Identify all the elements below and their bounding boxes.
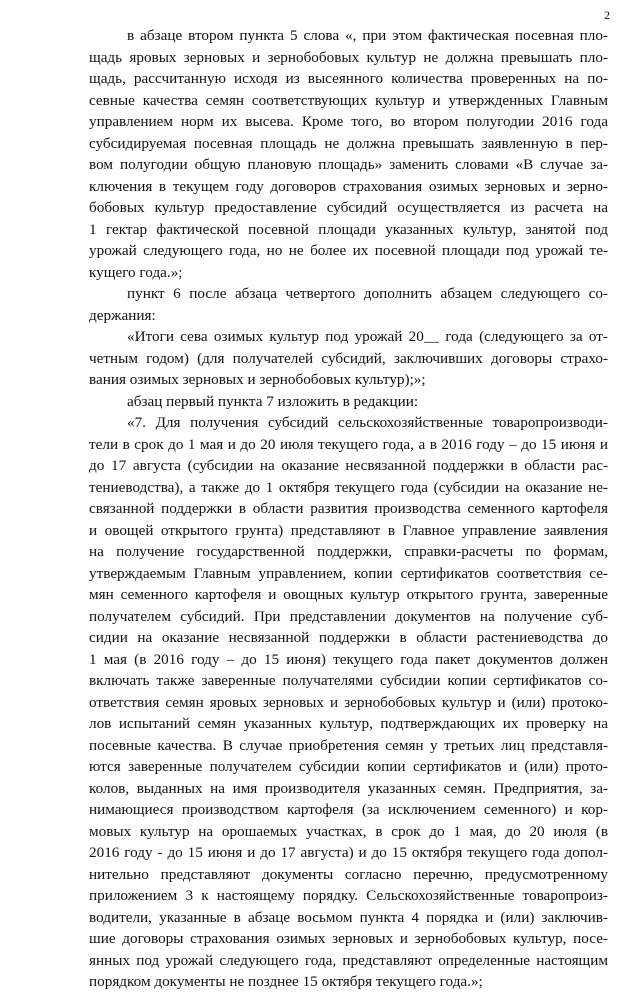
text-line: до 17 августа (субсидии на оказание несвязанной поддержки в области рас- <box>89 457 608 474</box>
text-line: утверждаемым Главным управлением, копии сертификатов соответствия се- <box>89 564 608 582</box>
text-line: 1 мая (в 2016 году – до 15 июня) текущего года пакет документов должен <box>89 650 608 668</box>
text-line: вания озимых зерновых и зернобобовых культур);»; <box>89 371 426 388</box>
text-line: шие договоры страхования озимых зерновых и зернобобовых культур, посе- <box>89 930 608 947</box>
text-line: щадь, рассчитанную исходя из высеянного количества проверенных на по- <box>89 70 608 87</box>
text-line: связанной поддержки в области развития производства семенного картофеля <box>89 500 608 517</box>
text-line: пункт 6 после абзаца четвертого дополнить абзацем следующего со- <box>127 285 608 302</box>
text-line: водители, указанные в абзаце восьмом пункта 4 порядка и (или) заключив- <box>89 908 608 926</box>
text-line: «Итоги сева озимых культур под урожай 20__ года (следующего за от- <box>127 328 608 345</box>
text-line: лов испытаний семян указанных культур, подтверждающих их проверку на <box>89 715 608 732</box>
text-line: мян семенного картофеля и овощных культур открытого грунта, заверенные <box>89 586 608 603</box>
text-line: ключения в текущем году договоров страхования озимых зерновых и зерно- <box>89 177 608 195</box>
text-line: 1 гектар фактической посевной площади указанных культур, занятой под <box>89 220 608 238</box>
text-line: щадь яровых зерновых и зернобобовых культур не должна превышать пло- <box>89 48 608 66</box>
text-line: янных под урожай следующего года, представляют определенные настоящим <box>89 951 608 969</box>
text-line: ются заверенные получателем субсидии копии сертификатов и (или) прото- <box>89 758 608 775</box>
text-line: на получение государственной поддержки, справки-расчеты по формам, <box>89 543 608 560</box>
document-body <box>89 25 608 993</box>
text-line: 2016 году - до 15 июня и до 17 августа) и до 15 октября текущего года допол- <box>89 844 608 861</box>
text-line: четным годом) (для получателей субсидий, заключивших договоры страхо- <box>89 349 608 367</box>
text-line: сидии на оказание несвязанной поддержки в области растениеводства до <box>89 629 608 646</box>
text-line: тениеводства), а также до 1 октября текущего года (субсидии на оказание не- <box>89 478 608 496</box>
text-line: в абзаце втором пункта 5 слова «, при этом фактическая посевная пло- <box>127 27 608 44</box>
text-line: севные качества семян соответствующих культур и утвержденных Главным <box>89 91 608 109</box>
text-line: урожай следующего года, но не более их посевной площади под урожай те- <box>89 242 608 259</box>
text-line: держания: <box>89 306 156 324</box>
text-line: и овощей открытого грунта) представляют в Главное управление заявления <box>89 521 608 539</box>
text-line: бобовых культур предоставление субсидий осуществляется из расчета на <box>89 199 608 216</box>
text-line: ответствия семян яровых зерновых и зернобобовых культур и (или) протоко- <box>89 693 608 711</box>
text-line: порядком документы не позднее 15 октября текущего года.»; <box>89 973 483 990</box>
text-line: нительно представляют документы согласно перечню, предусмотренному <box>89 865 608 883</box>
text-line: кущего года.»; <box>89 263 183 281</box>
text-line: включать также заверенные получателями субсидии копии сертификатов со- <box>89 672 608 689</box>
text-line: вом полугодии общую плановую площадь» заменить словами «В случае за- <box>89 156 608 173</box>
text-line: субсидируемая посевная площадь не должна превышать заявленную в пер- <box>89 134 608 152</box>
text-line: управлением норм их высева. Кроме того, во втором полугодии 2016 года <box>89 113 608 130</box>
text-line: приложением 3 к настоящему порядку. Сельскохозяйственные товаропроиз- <box>89 887 608 904</box>
text-line: получателем субсидий. При представлении документов на получение суб- <box>89 607 608 625</box>
text-line: нимающиеся производством картофеля (за исключением семенного) и кор- <box>89 801 608 818</box>
text-line: «7. Для получения субсидий сельскохозяйственные товаропроизводи- <box>127 414 608 431</box>
text-line: посевные качества. В случае приобретения семян у третьих лиц представля- <box>89 736 608 754</box>
page-number: 2 <box>604 8 610 22</box>
text-line: колов, выданных на имя производителя указанных семян. Предприятия, за- <box>89 779 608 797</box>
text-line: мовых культур на орошаемых участках, в срок до 1 мая, до 20 июля (в <box>89 822 608 840</box>
text-line: абзац первый пункта 7 изложить в редакции: <box>127 392 419 410</box>
text-line: тели в срок до 1 мая и до 20 июля текущего года, а в 2016 году – до 15 июня и <box>89 435 608 453</box>
